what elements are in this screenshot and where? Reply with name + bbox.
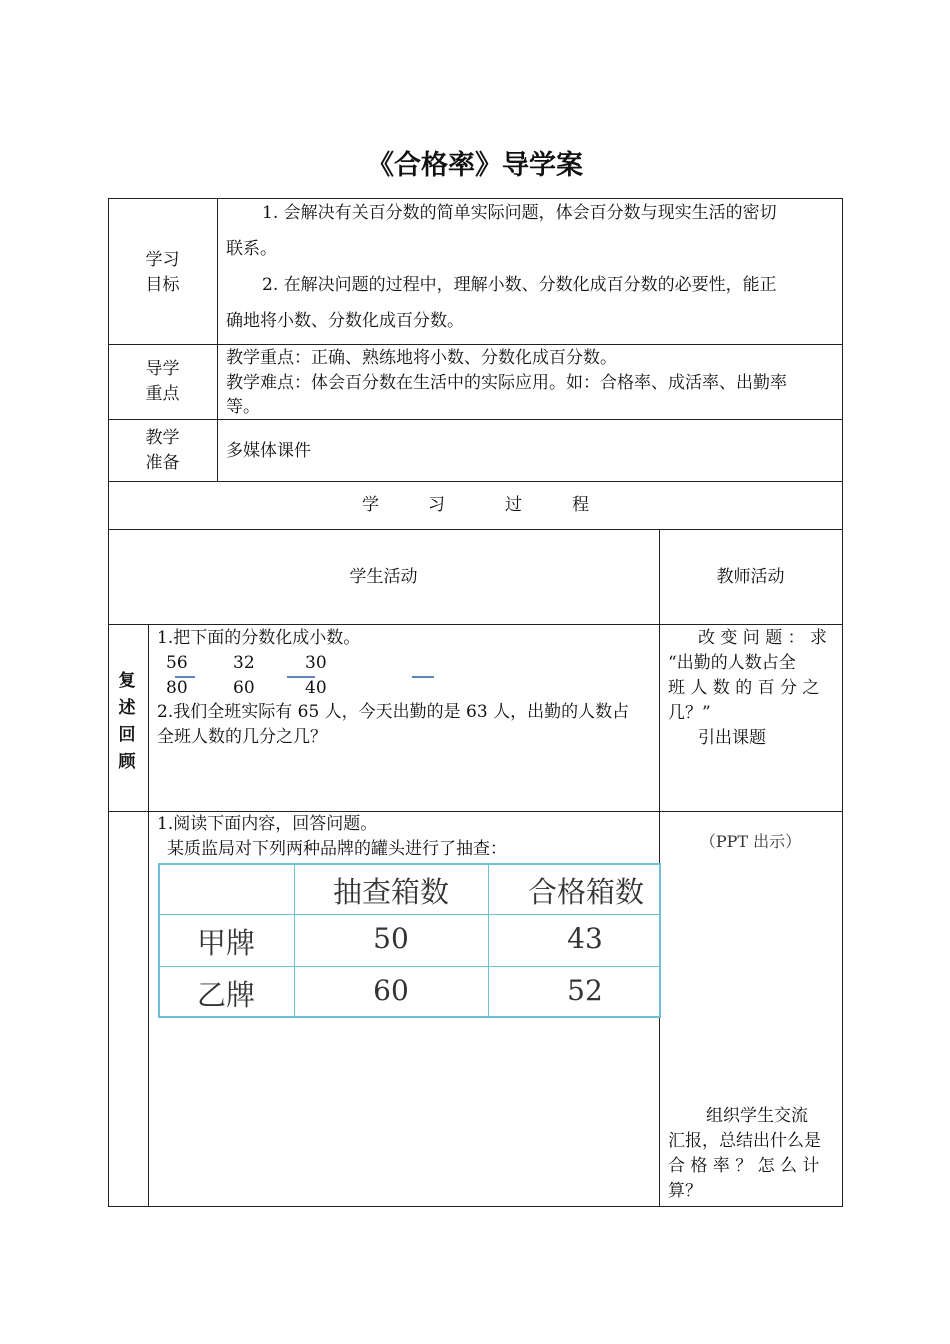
goals-label: 学习 目标	[145, 250, 180, 295]
goal-1-line-b: 联系。	[226, 239, 277, 259]
table-row-1-passed: 43	[567, 922, 603, 955]
review-teacher-note: 改 变 问 题 ： 求 “出勤的人数占全 班 人 数 的 百 分 之 几？” 引出课题	[668, 628, 828, 748]
prep-value: 多媒体课件	[226, 441, 311, 461]
focus-difficulty: 教学难点：体会百分数在生活中的实际应用。如：合格率、成活率、出勤率	[226, 373, 787, 393]
review-question-2-line-b: 全班人数的几分之几？	[157, 727, 327, 747]
fraction-2-denominator: 60	[233, 678, 255, 698]
fraction-3-bar	[412, 676, 434, 678]
table-header-passed: 合格箱数	[527, 875, 644, 909]
table-row-1-brand: 甲牌	[196, 926, 255, 960]
focus-difficulty-cont: 等。	[226, 397, 260, 417]
ppt-note: （PPT 出示）	[699, 832, 802, 851]
fraction-3-numerator: 30	[305, 653, 327, 673]
reading-intro: 某质监局对下列两种品牌的罐头进行了抽查：	[167, 839, 507, 859]
reading-question-1: 1.阅读下面内容，回答问题。	[157, 814, 378, 834]
reading-teacher-note: 组织学生交流 汇报，总结出什么是 合 格 率 ？ 怎 么 计 算？	[668, 1106, 821, 1201]
review-side-label: 复 述 回 顾	[118, 671, 136, 772]
page-title: 《合格率》导学案	[367, 150, 583, 181]
table-row-2-checked: 60	[373, 974, 409, 1007]
fraction-1-numerator: 56	[166, 653, 188, 673]
goal-2-line-a: 2. 在解决问题的过程中，理解小数、分数化成百分数的必要性，能正	[262, 275, 777, 295]
table-row-2-passed: 52	[567, 974, 603, 1007]
fraction-1-bar	[175, 676, 195, 678]
goal-1-line-a: 1. 会解决有关百分数的简单实际问题，体会百分数与现实生活的密切	[262, 203, 777, 223]
table-row-1-checked: 50	[373, 922, 409, 955]
goal-2-line-b: 确地将小数、分数化成百分数。	[226, 311, 464, 331]
fraction-1-denominator: 80	[166, 678, 188, 698]
table-row-2-brand: 乙牌	[196, 978, 255, 1012]
review-question-1: 1.把下面的分数化成小数。	[157, 628, 361, 648]
review-question-2-line-a: 2.我们全班实际有 65 人，今天出勤的是 63 人，出勤的人数占	[157, 702, 630, 722]
fraction-3-denominator: 40	[305, 678, 327, 698]
teacher-activity-header: 教师活动	[716, 567, 785, 587]
prep-label: 教学 准备	[145, 428, 180, 473]
table-header-checked: 抽查箱数	[332, 875, 449, 909]
focus-key-point: 教学重点：正确、熟练地将小数、分数化成百分数。	[226, 348, 617, 368]
fraction-2-numerator: 32	[233, 653, 255, 673]
focus-label: 导学 重点	[145, 359, 180, 404]
student-activity-header: 学生活动	[349, 567, 418, 587]
